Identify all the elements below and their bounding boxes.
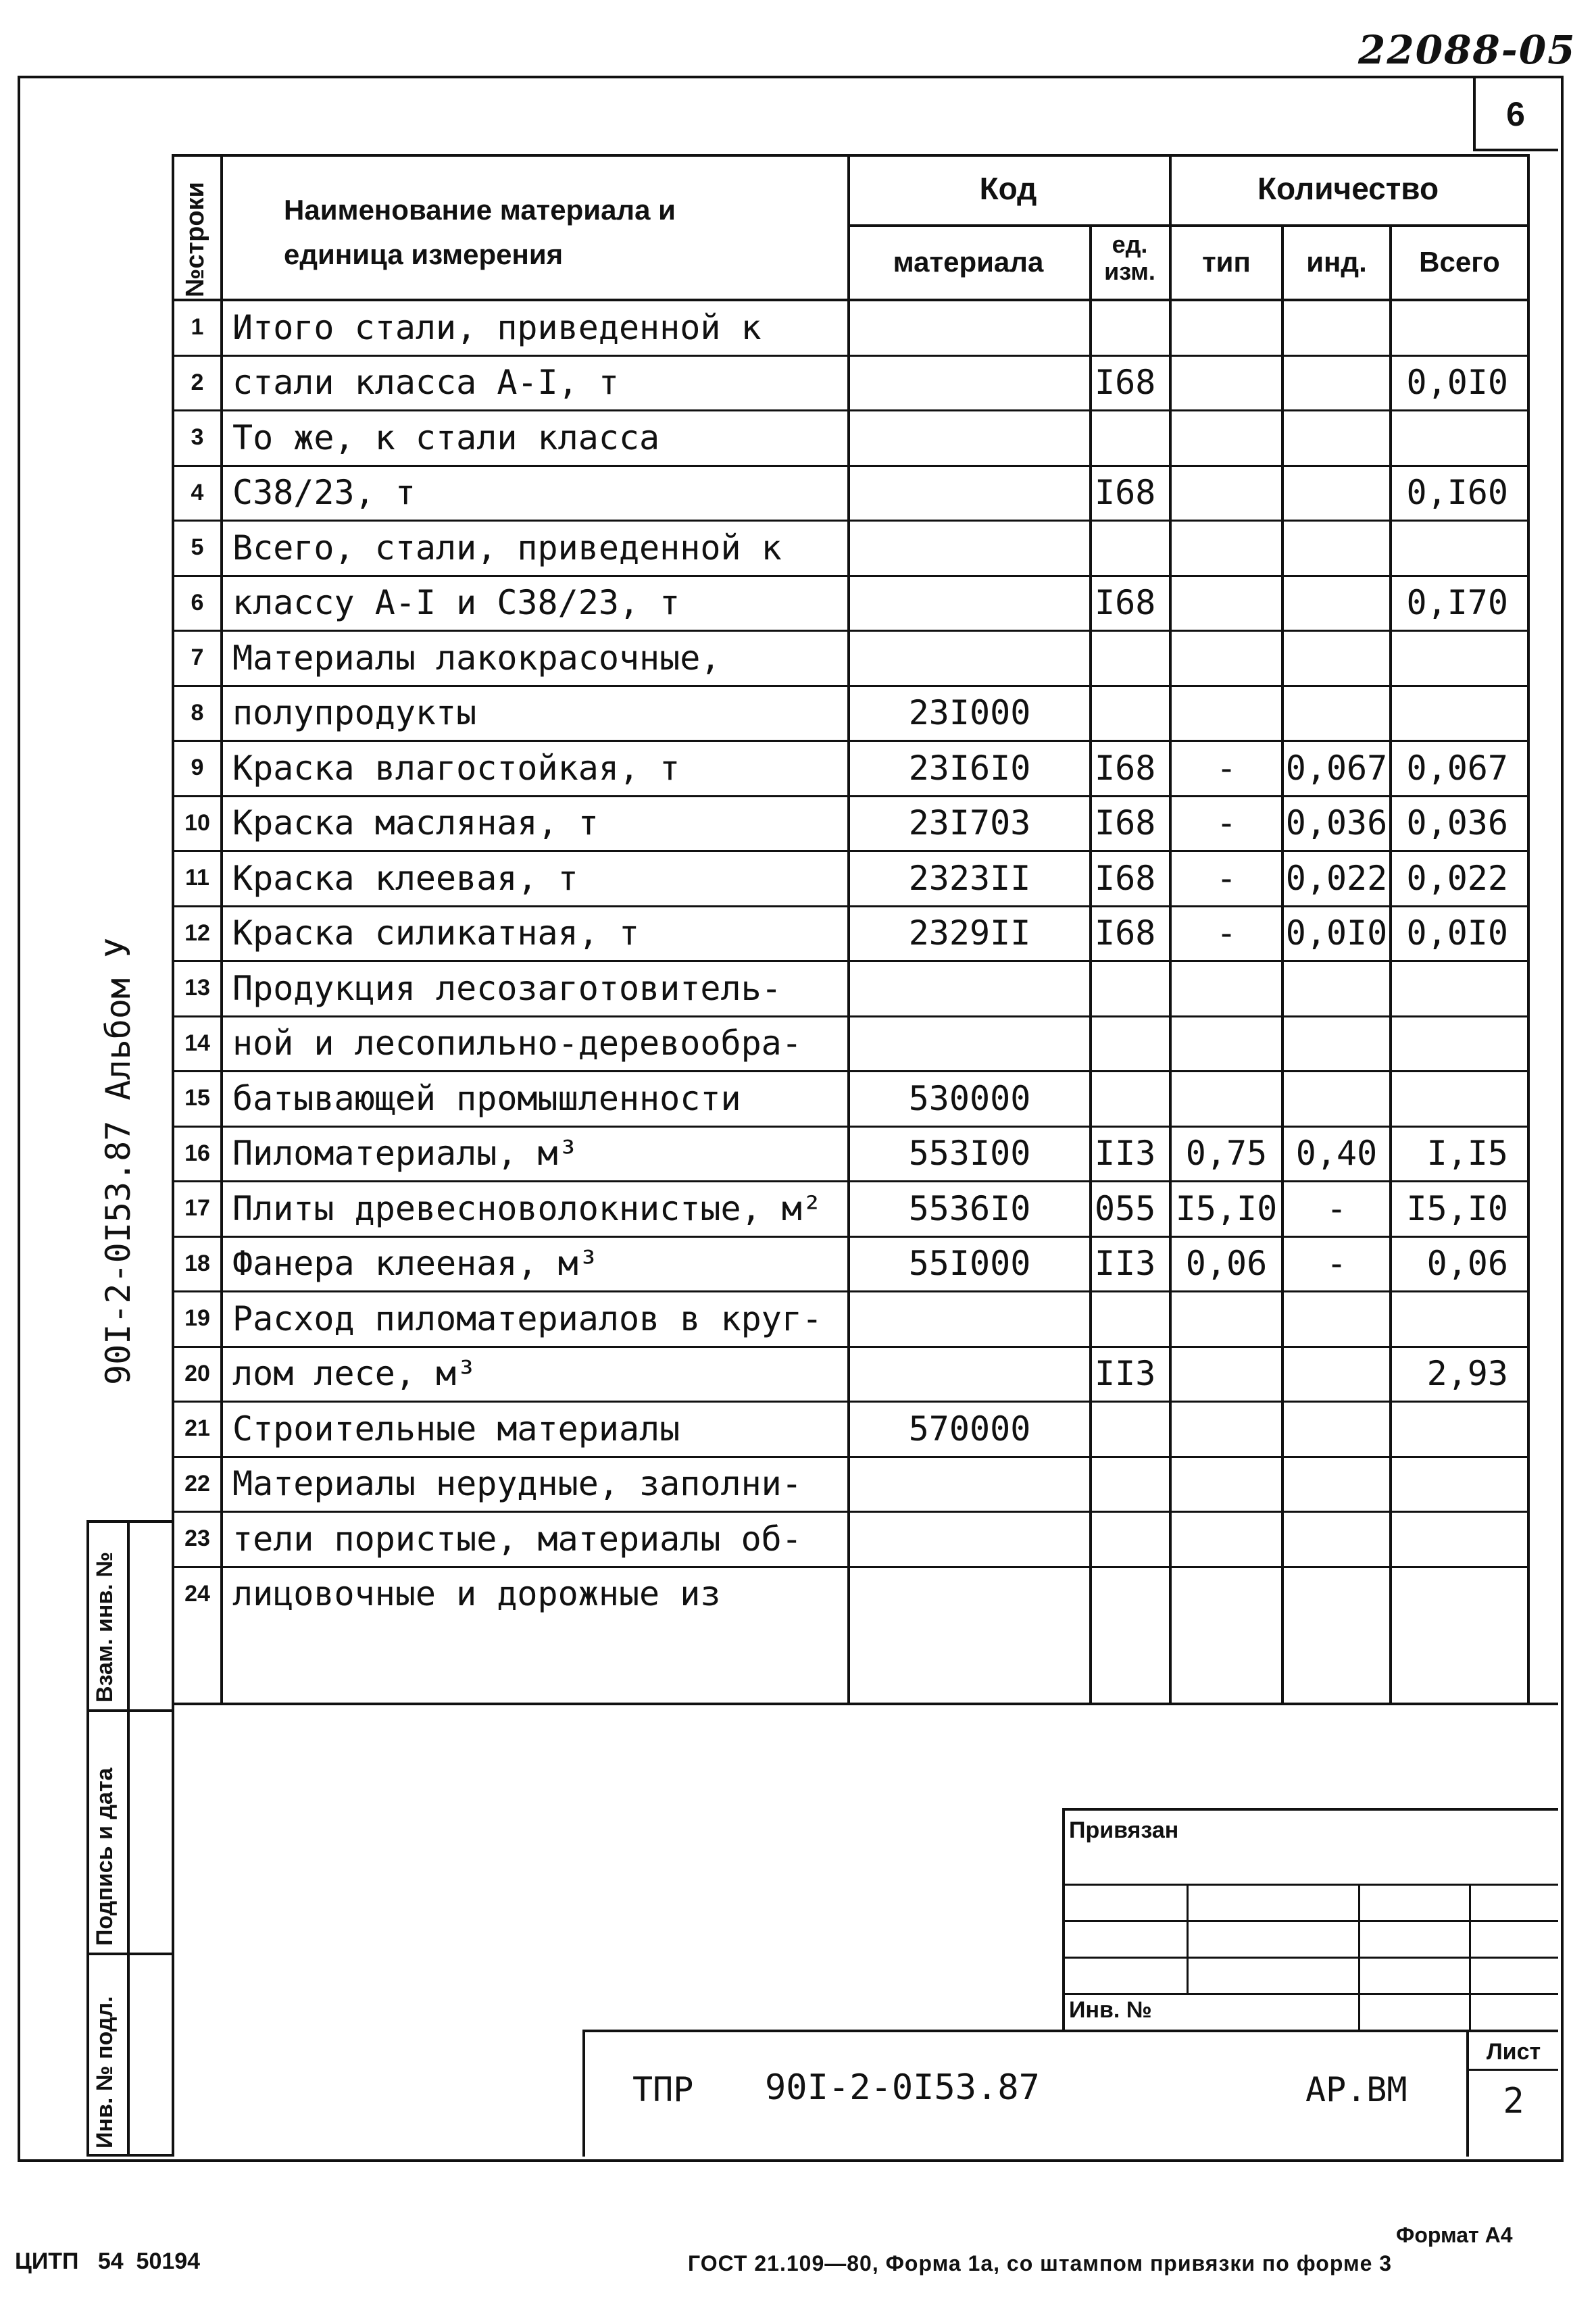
cell-total: 0,067 bbox=[1406, 748, 1508, 788]
header-row-no: №строки bbox=[181, 182, 209, 297]
cell-no: 13 bbox=[184, 975, 210, 1001]
cell-no: 17 bbox=[184, 1195, 210, 1222]
cell-name: Строительные материалы bbox=[232, 1409, 680, 1449]
cell-total bbox=[1392, 520, 1527, 576]
cell-name: классу А-I и С38/23, т bbox=[232, 583, 680, 623]
header-code-unit: ед. изм. bbox=[1104, 230, 1155, 285]
cell-code: 5536I0 bbox=[908, 1188, 1031, 1228]
cell-total bbox=[1392, 1291, 1527, 1347]
cell-ind: 0,0I0 bbox=[1285, 913, 1388, 953]
cell-code bbox=[850, 630, 1089, 686]
cell-total bbox=[1392, 410, 1527, 466]
cell-name: Краска масляная, т bbox=[232, 803, 599, 843]
cell-unit bbox=[1092, 1511, 1172, 1567]
cell-unit: I68 bbox=[1095, 363, 1156, 403]
cell-no: 6 bbox=[191, 589, 204, 615]
cell-ind bbox=[1284, 300, 1389, 355]
cell-type bbox=[1172, 466, 1281, 521]
cell-type bbox=[1172, 1071, 1281, 1126]
cell-unit bbox=[1092, 1401, 1172, 1457]
cell-total bbox=[1392, 1567, 1527, 1622]
cell-ind bbox=[1284, 1016, 1389, 1072]
cell-no: 2 bbox=[191, 369, 204, 395]
cell-total bbox=[1392, 1511, 1527, 1567]
footer-format: Формат А4 bbox=[1396, 2223, 1513, 2247]
cell-total: 0,I70 bbox=[1406, 583, 1508, 623]
cell-code: 2329II bbox=[908, 913, 1031, 953]
cell-type bbox=[1172, 961, 1281, 1016]
cell-code: 553I00 bbox=[908, 1134, 1031, 1174]
cell-type bbox=[1172, 1401, 1281, 1457]
cell-code: 23I000 bbox=[908, 693, 1031, 733]
cell-total bbox=[1392, 300, 1527, 355]
cell-no: 14 bbox=[184, 1030, 210, 1056]
cell-ind: - bbox=[1326, 1188, 1347, 1228]
cell-total: 0,036 bbox=[1406, 803, 1508, 843]
cell-ind bbox=[1284, 355, 1389, 411]
cell-ind bbox=[1284, 1567, 1389, 1622]
page-number: 6 bbox=[1506, 95, 1525, 133]
cell-type: - bbox=[1216, 913, 1237, 953]
side-stamp-vzam: Взам. инв. № bbox=[92, 1551, 118, 1703]
cell-code bbox=[850, 961, 1089, 1016]
cell-total bbox=[1392, 961, 1527, 1016]
cell-type bbox=[1172, 1457, 1281, 1512]
header-quantity: Количество bbox=[1257, 171, 1439, 206]
cell-unit bbox=[1092, 1567, 1172, 1622]
cell-code bbox=[850, 520, 1089, 576]
stamp-privyazan: Привязан bbox=[1069, 1817, 1179, 1843]
cell-unit bbox=[1092, 300, 1172, 355]
cell-total: 0,0I0 bbox=[1406, 913, 1508, 953]
cell-no: 22 bbox=[184, 1470, 210, 1496]
cell-type bbox=[1172, 1567, 1281, 1622]
cell-ind bbox=[1284, 961, 1389, 1016]
cell-unit: I68 bbox=[1095, 913, 1156, 953]
stamp-sheet-label: Лист bbox=[1486, 2039, 1541, 2065]
cell-no: 24 bbox=[184, 1580, 210, 1607]
header-code: Код bbox=[979, 171, 1037, 206]
cell-no: 18 bbox=[184, 1250, 210, 1276]
cell-type bbox=[1172, 1347, 1281, 1402]
cell-unit: 055 bbox=[1095, 1188, 1156, 1228]
cell-ind bbox=[1284, 1291, 1389, 1347]
cell-name: батывающей промышленности bbox=[232, 1078, 741, 1118]
cell-code bbox=[850, 355, 1089, 411]
cell-name: С38/23, т bbox=[232, 473, 416, 513]
cell-unit: II3 bbox=[1095, 1244, 1156, 1284]
side-stamp-podpis: Подпись и дата bbox=[92, 1767, 118, 1946]
cell-total: 2,93 bbox=[1426, 1354, 1508, 1394]
cell-ind: 0,036 bbox=[1285, 803, 1388, 843]
cell-name: Материалы нерудные, заполни- bbox=[232, 1464, 802, 1504]
cell-ind: 0,022 bbox=[1285, 858, 1388, 898]
cell-code: 23I703 bbox=[908, 803, 1031, 843]
cell-total bbox=[1392, 1457, 1527, 1512]
cell-type bbox=[1172, 1016, 1281, 1072]
cell-no: 3 bbox=[191, 424, 204, 451]
cell-name: ной и лесопильно-деревообра- bbox=[232, 1024, 802, 1063]
side-stamp-inv: Инв. № подл. bbox=[92, 1996, 118, 2148]
album-label: 90I-2-0I53.87 Альбом У bbox=[99, 937, 138, 1385]
cell-type: - bbox=[1216, 858, 1237, 898]
cell-unit: I68 bbox=[1095, 858, 1156, 898]
cell-ind: - bbox=[1326, 1244, 1347, 1284]
cell-total: 0,022 bbox=[1406, 858, 1508, 898]
cell-type bbox=[1172, 1291, 1281, 1347]
cell-unit bbox=[1092, 961, 1172, 1016]
cell-code bbox=[850, 1347, 1089, 1402]
cell-no: 9 bbox=[191, 755, 204, 781]
footer-left: ЦИТП 54 50194 bbox=[15, 2248, 201, 2274]
cell-ind bbox=[1284, 1511, 1389, 1567]
cell-total bbox=[1392, 630, 1527, 686]
cell-ind bbox=[1284, 1457, 1389, 1512]
cell-no: 12 bbox=[184, 920, 210, 946]
cell-no: 20 bbox=[184, 1360, 210, 1386]
cell-unit bbox=[1092, 1457, 1172, 1512]
cell-code bbox=[850, 300, 1089, 355]
cell-name: Краска влагостойкая, т bbox=[232, 748, 680, 788]
cell-type bbox=[1172, 520, 1281, 576]
cell-no: 15 bbox=[184, 1085, 210, 1111]
cell-type bbox=[1172, 1511, 1281, 1567]
header-code-material: материала bbox=[893, 246, 1044, 278]
cell-code: 2323II bbox=[908, 858, 1031, 898]
header-qty-ind: инд. bbox=[1306, 246, 1367, 278]
cell-ind bbox=[1284, 576, 1389, 631]
cell-type: - bbox=[1216, 803, 1237, 843]
header-qty-type: тип bbox=[1202, 246, 1251, 278]
cell-type bbox=[1172, 355, 1281, 411]
cell-no: 10 bbox=[184, 809, 210, 836]
cell-ind: 0,40 bbox=[1295, 1134, 1378, 1174]
cell-name: Пиломатериалы, м³ bbox=[232, 1134, 578, 1174]
cell-unit: I68 bbox=[1095, 473, 1156, 513]
cell-ind bbox=[1284, 630, 1389, 686]
cell-name: тели пористые, материалы об- bbox=[232, 1519, 802, 1559]
cell-ind bbox=[1284, 686, 1389, 741]
cell-name: полупродукты bbox=[232, 693, 477, 733]
cell-type bbox=[1172, 410, 1281, 466]
cell-code bbox=[850, 1567, 1089, 1622]
cell-type: 0,06 bbox=[1185, 1244, 1268, 1284]
cell-total bbox=[1392, 686, 1527, 741]
cell-name: Итого стали, приведенной к bbox=[232, 307, 762, 347]
cell-code bbox=[850, 1511, 1089, 1567]
cell-total: 0,0I0 bbox=[1406, 363, 1508, 403]
cell-type bbox=[1172, 300, 1281, 355]
cell-type bbox=[1172, 686, 1281, 741]
cell-unit bbox=[1092, 1016, 1172, 1072]
cell-unit bbox=[1092, 686, 1172, 741]
cell-no: 8 bbox=[191, 699, 204, 726]
cell-code bbox=[850, 466, 1089, 521]
cell-name: То же, к стали класса bbox=[232, 418, 660, 457]
cell-ind bbox=[1284, 1347, 1389, 1402]
cell-unit: II3 bbox=[1095, 1134, 1156, 1174]
cell-total bbox=[1392, 1401, 1527, 1457]
cell-no: 11 bbox=[185, 865, 209, 891]
header-qty-total: Всего bbox=[1419, 246, 1500, 278]
cell-type: 0,75 bbox=[1185, 1134, 1268, 1174]
cell-no: 16 bbox=[184, 1140, 210, 1166]
cell-type: I5,I0 bbox=[1175, 1188, 1278, 1228]
cell-name: Краска клеевая, т bbox=[232, 858, 578, 898]
header-name: Наименование материала и единица измерения bbox=[284, 194, 676, 270]
cell-name: Продукция лесозаготовитель- bbox=[232, 968, 782, 1008]
stamp-code: АР.ВМ bbox=[1305, 2070, 1407, 2109]
document-number: 22088-05 bbox=[1358, 27, 1576, 73]
cell-code bbox=[850, 1291, 1089, 1347]
cell-name: лицовочные и дорожные из bbox=[232, 1574, 721, 1614]
cell-no: 19 bbox=[184, 1305, 210, 1332]
cell-unit bbox=[1092, 1291, 1172, 1347]
cell-code bbox=[850, 1016, 1089, 1072]
stamp-tpr: ТПР bbox=[632, 2070, 694, 2109]
cell-code bbox=[850, 1457, 1089, 1512]
cell-no: 5 bbox=[191, 534, 204, 561]
cell-total: I,I5 bbox=[1426, 1134, 1508, 1174]
cell-code: 55I000 bbox=[908, 1244, 1031, 1284]
cell-no: 21 bbox=[184, 1415, 210, 1442]
cell-total: I5,I0 bbox=[1406, 1188, 1508, 1228]
cell-unit bbox=[1092, 630, 1172, 686]
cell-name: стали класса А-I, т bbox=[232, 363, 619, 403]
cell-total: 0,06 bbox=[1426, 1244, 1508, 1284]
cell-unit bbox=[1092, 410, 1172, 466]
cell-ind bbox=[1284, 1071, 1389, 1126]
cell-unit: I68 bbox=[1095, 583, 1156, 623]
cell-total bbox=[1392, 1071, 1527, 1126]
cell-no: 7 bbox=[191, 645, 204, 671]
footer-gost: ГОСТ 21.109—80, Форма 1а, со штампом привязки по форме 3 bbox=[688, 2251, 1393, 2275]
cell-ind bbox=[1284, 520, 1389, 576]
cell-code bbox=[850, 410, 1089, 466]
cell-name: лом лесе, м³ bbox=[232, 1354, 477, 1394]
cell-type bbox=[1172, 630, 1281, 686]
cell-name: Расход пиломатериалов в круг- bbox=[232, 1299, 822, 1338]
cell-code: 530000 bbox=[908, 1078, 1031, 1118]
cell-unit: II3 bbox=[1095, 1354, 1156, 1394]
cell-unit: I68 bbox=[1095, 748, 1156, 788]
cell-no: 4 bbox=[191, 479, 204, 505]
stamp-sheet: 2 bbox=[1503, 2081, 1524, 2121]
cell-ind: 0,067 bbox=[1285, 748, 1388, 788]
stamp-inv-no: Инв. № bbox=[1069, 1997, 1152, 2023]
cell-code: 570000 bbox=[908, 1409, 1031, 1449]
cell-ind bbox=[1284, 1401, 1389, 1457]
cell-code: 23I6I0 bbox=[908, 748, 1031, 788]
cell-no: 1 bbox=[191, 314, 204, 341]
cell-unit bbox=[1092, 520, 1172, 576]
cell-type bbox=[1172, 576, 1281, 631]
cell-ind bbox=[1284, 466, 1389, 521]
cell-name: Краска силикатная, т bbox=[232, 913, 640, 953]
cell-unit bbox=[1092, 1071, 1172, 1126]
cell-name: Плиты древесноволокнистые, м² bbox=[232, 1188, 822, 1228]
cell-type: - bbox=[1216, 748, 1237, 788]
cell-total bbox=[1392, 1016, 1527, 1072]
cell-ind bbox=[1284, 410, 1389, 466]
cell-total: 0,I60 bbox=[1406, 473, 1508, 513]
cell-name: Всего, стали, приведенной к bbox=[232, 528, 782, 568]
cell-name: Материалы лакокрасочные, bbox=[232, 638, 721, 678]
stamp-designation: 90I-2-0I53.87 bbox=[765, 2067, 1040, 2108]
cell-name: Фанера клееная, м³ bbox=[232, 1244, 599, 1284]
cell-unit: I68 bbox=[1095, 803, 1156, 843]
cell-no: 23 bbox=[184, 1526, 210, 1552]
cell-code bbox=[850, 576, 1089, 631]
